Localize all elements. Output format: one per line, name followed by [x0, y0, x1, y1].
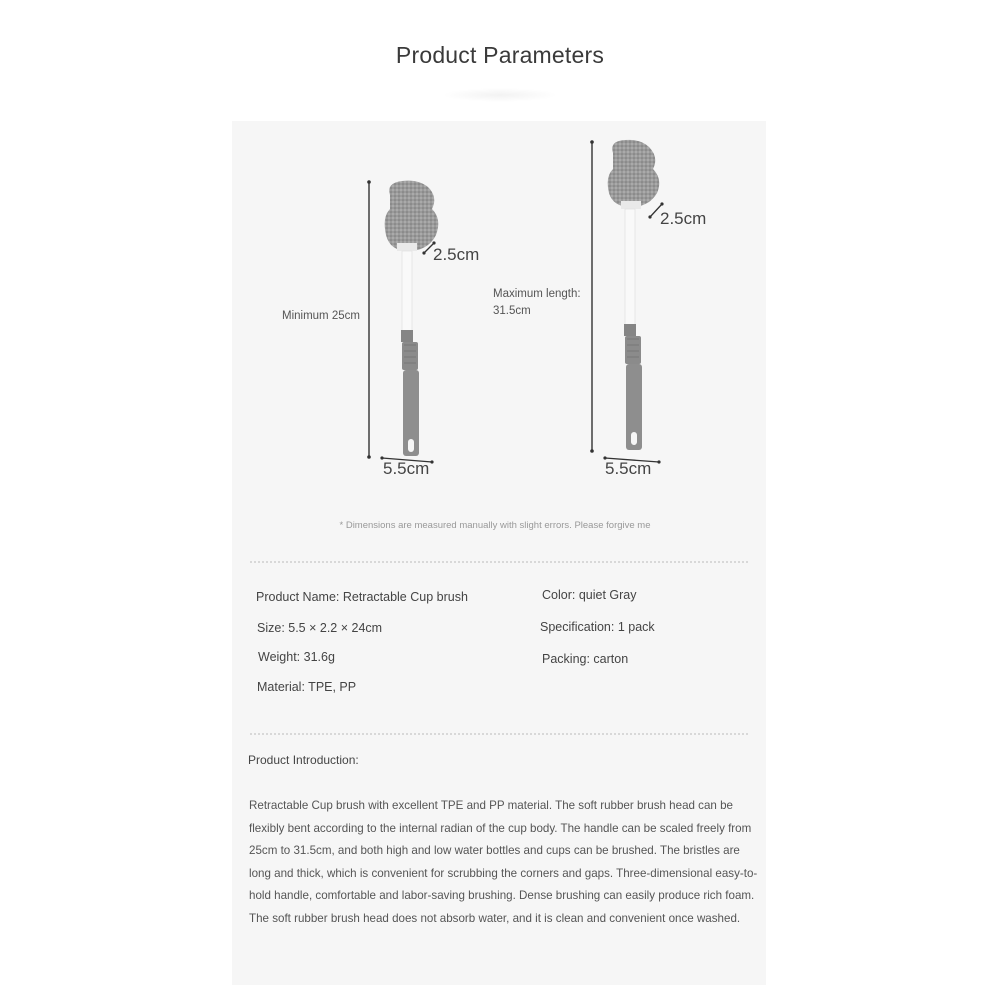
brush-max-image — [575, 135, 675, 485]
min-head-width-label: 2.5cm — [433, 245, 480, 264]
product-panel — [232, 121, 766, 985]
spec-product-name: Product Name: Retractable Cup brush — [256, 590, 468, 604]
divider-bottom — [250, 733, 748, 735]
divider-top — [250, 561, 748, 563]
brush-min-image — [352, 173, 452, 483]
spec-specification: Specification: 1 pack — [540, 620, 655, 634]
spec-size: Size: 5.5 × 2.2 × 24cm — [257, 621, 383, 635]
max-head-width-label: 2.5cm — [660, 209, 707, 228]
spec-packing: Packing: carton — [542, 652, 629, 666]
max-length-label — [493, 286, 581, 320]
min-length-label: Minimum 25cm — [282, 310, 360, 322]
spec-weight: Weight: 31.6g — [258, 650, 335, 664]
max-base-width-label: 5.5cm — [605, 459, 652, 478]
intro-heading: Product Introduction: — [248, 753, 359, 767]
spec-color: Color: quiet Gray — [542, 588, 637, 602]
title-shadow — [442, 88, 558, 102]
min-base-width-label: 5.5cm — [383, 459, 430, 478]
intro-body: Retractable Cup brush with excellent TPE and PP material. The soft rubber brush head can be flexibly bent according to the internal radian of the cup body. The handle can be scaled freely from 25cm to 31.5cm, and both high and low water bottles and cups can be brushed. The bristles are long and thick, which is convenient for scrubbing the corners and gaps. Three-dimensional easy-to-hold handle, comfortable and labor-saving brushing. Dense brushing can easily produce rich foam. The soft rubber brush head does not absorb water, and it is clean and convenient once washed. — [249, 799, 758, 925]
page-title: Product Parameters — [395, 42, 605, 68]
measurement-disclaimer: * Dimensions are measured manually with slight errors. Please forgive me — [339, 520, 651, 531]
max-length-label-line2: 31.5cm — [493, 305, 531, 317]
spec-material: Material: TPE, PP — [257, 680, 357, 694]
max-length-label-line1: Maximum length: — [493, 288, 581, 300]
